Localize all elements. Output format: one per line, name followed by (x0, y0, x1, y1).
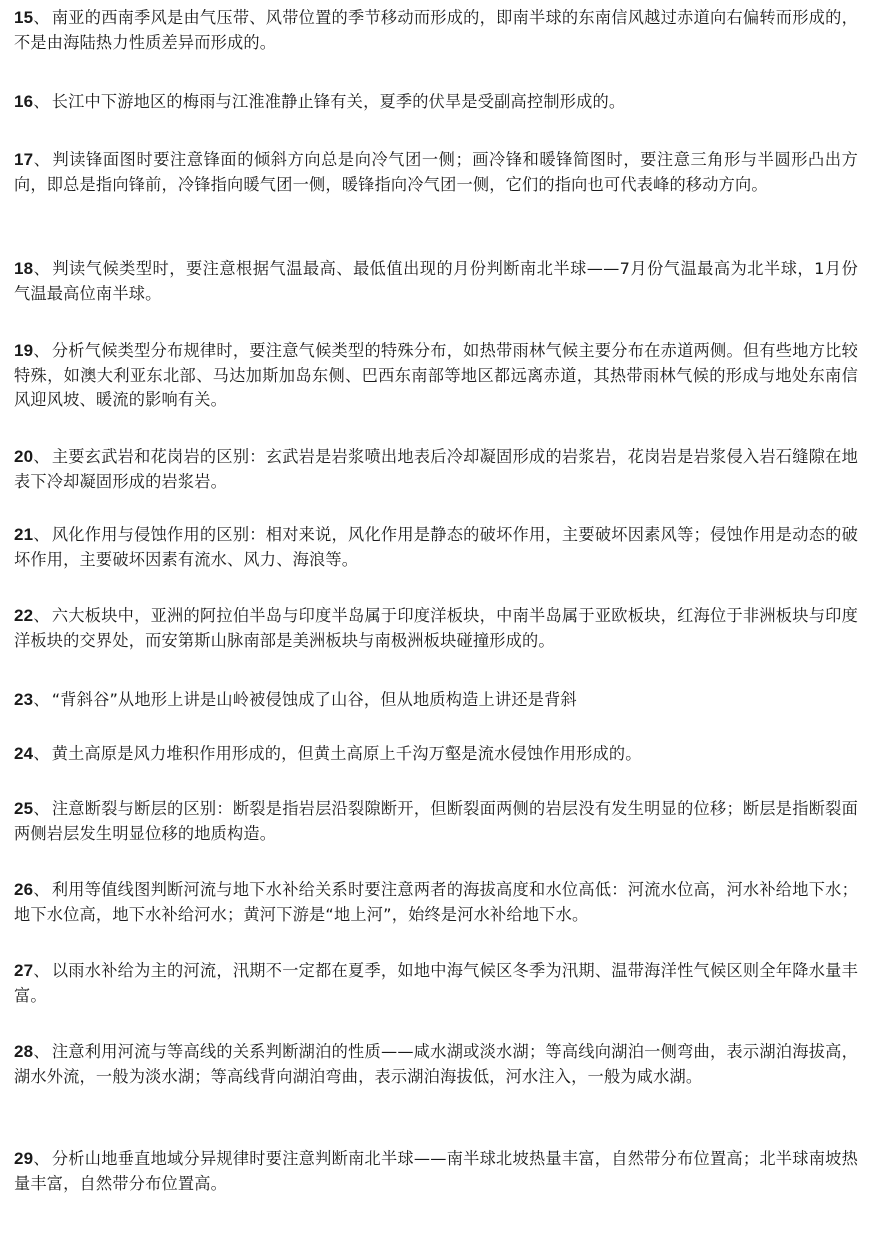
item-number: 23 (14, 690, 34, 709)
item-number: 18 (14, 259, 34, 278)
item-19 (14, 339, 858, 413)
item-number: 28 (14, 1042, 34, 1061)
item-text: 注意断裂与断层的区别：断裂是指岩层沿裂隙断开，但断裂面两侧的岩层没有发生明显的位移；断层是指断裂面两侧岩层发生明显位移的地质构造。 (14, 799, 859, 843)
item-23 (14, 688, 858, 713)
item-text: 黄土高原是风力堆积作用形成的，但黄土高原上千沟万壑是流水侵蚀作用形成的。 (51, 744, 642, 763)
item-29 (14, 1147, 858, 1196)
item-separator: 、 (33, 150, 51, 169)
item-text: 判读锋面图时要注意锋面的倾斜方向总是向冷气团一侧；画冷锋和暖锋简图时，要注意三角形与半圆形凸出方向，即总是指向锋前，冷锋指向暖气团一侧，暖锋指向冷气团一侧，它们的指向也可代表峰的移动方向。 (14, 150, 858, 194)
item-separator: 、 (33, 259, 51, 278)
item-text: 分析气候类型分布规律时，要注意气候类型的特殊分布，如热带雨林气候主要分布在赤道两侧。但有些地方比较特殊，如澳大利亚东北部、马达加斯加岛东侧、巴西东南部等地区都远离赤道，其热带雨林气候的形成与地处东南信风迎风坡、暖流的影响有关。 (14, 341, 859, 409)
item-separator: 、 (33, 606, 50, 625)
item-24 (14, 742, 858, 767)
item-number: 17 (14, 150, 34, 169)
item-number: 24 (14, 744, 34, 763)
item-text: “背斜谷”从地形上讲是山岭被侵蚀成了山谷，但从地质构造上讲还是背斜 (51, 690, 577, 709)
item-separator: 、 (33, 880, 50, 899)
item-number: 19 (14, 341, 34, 360)
item-20 (14, 445, 858, 494)
item-separator: 、 (33, 341, 50, 360)
item-number: 20 (14, 447, 34, 466)
item-18 (14, 257, 858, 306)
item-21 (14, 523, 858, 572)
item-text: 风化作用与侵蚀作用的区别：相对来说，风化作用是静态的破坏作用，主要破坏因素风等；侵蚀作用是动态的破坏作用，主要破坏因素有流水、风力、海浪等。 (14, 525, 859, 569)
item-number: 25 (14, 799, 34, 818)
item-text: 利用等值线图判断河流与地下水补给关系时要注意两者的海拔高度和水位高低：河流水位高，河水补给地下水；地下水位高，地下水补给河水；黄河下游是“地上河”，始终是河水补给地下水。 (14, 880, 859, 924)
item-16 (14, 90, 858, 115)
item-number: 26 (14, 880, 34, 899)
item-text: 以雨水补给为主的河流，汛期不一定都在夏季，如地中海气候区冬季为汛期、温带海洋性气候区则全年降水量丰富。 (14, 961, 859, 1005)
item-number: 21 (14, 525, 34, 544)
item-separator: 、 (33, 525, 50, 544)
item-text: 判读气候类型时，要注意根据气温最高、最低值出现的月份判断南北半球——7月份气温最高为北半球，1月份气温最高位南半球。 (14, 259, 859, 303)
item-text: 主要玄武岩和花岗岩的区别：玄武岩是岩浆喷出地表后冷却凝固形成的岩浆岩，花岗岩是岩浆侵入岩石缝隙在地表下冷却凝固形成的岩浆岩。 (14, 447, 859, 491)
item-17 (14, 148, 858, 197)
item-number: 27 (14, 961, 34, 980)
item-separator: 、 (33, 690, 50, 709)
item-separator: 、 (33, 447, 50, 466)
item-26 (14, 878, 858, 927)
item-text: 注意利用河流与等高线的关系判断湖泊的性质——咸水湖或淡水湖；等高线向湖泊一侧弯曲，表示湖泊海拔高，湖水外流，一般为淡水湖；等高线背向湖泊弯曲，表示湖泊海拔低，河水注入，一般为咸水湖。 (14, 1042, 859, 1086)
item-text: 长江中下游地区的梅雨与江淮准静止锋有关，夏季的伏旱是受副高控制形成的。 (51, 92, 626, 111)
item-25 (14, 797, 858, 846)
item-28 (14, 1040, 858, 1089)
item-number: 16 (14, 92, 34, 111)
item-number: 15 (14, 8, 34, 27)
item-separator: 、 (33, 92, 50, 111)
item-22 (14, 604, 858, 653)
item-text: 南亚的西南季风是由气压带、风带位置的季节移动而形成的，即南半球的东南信风越过赤道向右偏转而形成的，不是由海陆热力性质差异而形成的。 (14, 8, 859, 52)
item-15 (14, 6, 858, 55)
item-separator: 、 (33, 744, 50, 763)
item-text: 分析山地垂直地域分异规律时要注意判断南北半球——南半球北坡热量丰富，自然带分布位置高；北半球南坡热量丰富，自然带分布位置高。 (14, 1149, 859, 1193)
item-27 (14, 959, 858, 1008)
item-separator: 、 (33, 799, 50, 818)
item-separator: 、 (33, 961, 50, 980)
item-number: 29 (14, 1149, 34, 1168)
item-number: 22 (14, 606, 34, 625)
item-separator: 、 (33, 8, 50, 27)
item-separator: 、 (33, 1042, 50, 1061)
item-separator: 、 (33, 1149, 50, 1168)
item-text: 六大板块中，亚洲的阿拉伯半岛与印度半岛属于印度洋板块，中南半岛属于亚欧板块，红海位于非洲板块与印度洋板块的交界处，而安第斯山脉南部是美洲板块与南极洲板块碰撞形成的。 (14, 606, 859, 650)
